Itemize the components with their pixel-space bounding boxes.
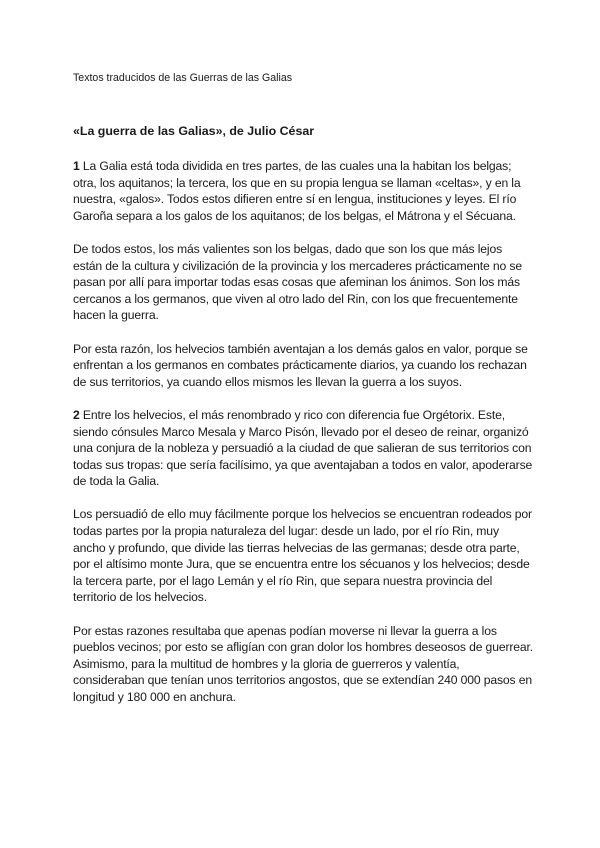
document-body bbox=[73, 158, 533, 722]
paragraph-text: Los persuadió de ello muy fácilmente porque los helvecios se encuentran rodeados por todas partes por la propia naturaleza del lugar: desde un lado, por el río Rin, muy ancho y profundo, que divide las tierras helvecias de las germanas; desde otra parte, por el altísimo monte Jura, que se encuentra entre los sécuanos y los helvecios; desde la tercera parte, por el lago Lemán y el río Rin, que separa nuestra provincia del territorio de los helvecios. bbox=[73, 507, 532, 605]
paragraph-text: Por esta razón, los helvecios también aventajan a los demás galos en valor, porque se enfrentan a los germanos en combates prácticamente diarios, ya cuando los rechazan de sus territorios, ya cuando ellos mismos les llevan la guerra a los suyos. bbox=[73, 341, 528, 389]
chapter-2-paragraph-2 bbox=[73, 506, 533, 606]
paragraph-text: La Galia está toda dividida en tres partes, de las cuales una la habitan los belgas; otra, los aquitanos; la tercera, los que en su propia lengua se llaman «celtas», y en la nuestra, «galos». Todos estos difieren entre sí en lengua, instituciones y leyes. El río Garoña separa a los galos de los aquitanos; de los belgas, el Mátrona y el Sécuana. bbox=[73, 159, 521, 223]
chapter-1-paragraph-2 bbox=[73, 241, 533, 324]
chapter-2-number: 2 bbox=[73, 407, 80, 422]
paragraph-text: De todos estos, los más valientes son los belgas, dado que son los que más lejos están de la cultura y civilización de la provincia y los mercaderes prácticamente no se pasan por allí para importar todas esas cosas que afeminan los ánimos. Son los más cercanos a los germanos, que viven al otro lado del Rin, con los que frecuentemente hacen la guerra. bbox=[73, 241, 522, 323]
document-title: «La guerra de las Galias», de Julio César bbox=[73, 124, 315, 138]
chapter-2-paragraph-3 bbox=[73, 623, 533, 706]
paragraph-text: Por estas razones resultaba que apenas podían moverse ni llevar la guerra a los pueblos vecinos; por esto se afligían con gran dolor los hombres deseosos de guerrear. Asimismo, para la multitud de hombres y la gloria de guerreros y valentía, consideraban que tenían unos territorios angostos, que se extendían 240 000 pasos en longitud y 180 000 en anchura. bbox=[73, 623, 533, 704]
document-header-note: Textos traducidos de las Guerras de las Galias bbox=[73, 72, 293, 84]
chapter-1-paragraph-1 bbox=[73, 158, 533, 224]
chapter-2-paragraph-1 bbox=[73, 407, 533, 490]
paragraph-text: Entre los helvecios, el más renombrado y rico con diferencia fue Orgétorix. Este, siendo cónsules Marco Mesala y Marco Pisón, llevado por el deseo de reinar, organizó una conjura de la nobleza y persuadió a la ciudad de que salieran de sus territorios con todas sus tropas: que sería facilísimo, ya que aventajaban a todos en valor, apoderarse de toda la Galia. bbox=[73, 407, 533, 489]
chapter-1-paragraph-3 bbox=[73, 341, 533, 391]
chapter-1-number: 1 bbox=[73, 159, 80, 173]
